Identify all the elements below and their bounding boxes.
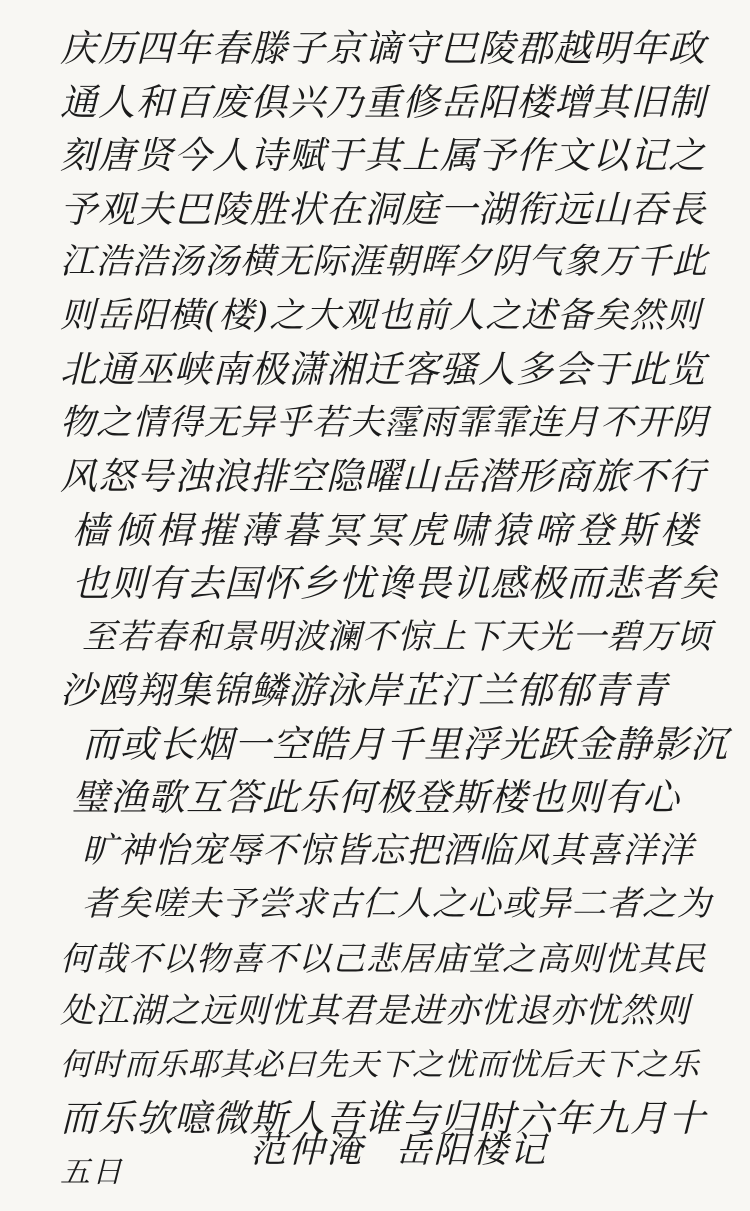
text-line-21: 而乐欤噫微斯人吾谁与归时六年九月十 [60,1097,706,1140]
calligraphy-text-block [60,22,728,1199]
text-line-3: 刻唐贤今人诗赋于其上属予作文以记之 [60,134,706,177]
text-line-13: 沙鸥翔集锦鳞游泳岸芷汀兰郁郁青青 [60,669,668,712]
text-line-10: 樯倾楫摧薄暮冥冥虎啸猿啼登斯楼 [72,508,702,552]
text-line-17: 者矣嗟夫予尝求古仁人之心或异二者之为 [82,884,712,924]
signature-line [250,1128,550,1174]
text-line-20: 何时而乐耶其必曰先天下之忧而忧后天下之乐 [60,1046,700,1083]
text-line-18: 何哉不以物喜不以己悲居庙堂之高则忧其民 [60,938,706,978]
text-line-16: 旷神怡宠辱不惊皆忘把酒临风其喜洋洋 [82,830,695,871]
text-line-1: 庆历四年春滕子京谪守巴陵郡越明年政 [60,27,706,70]
signature-title: 岳阳楼记 [395,1130,548,1171]
text-line-8: 物之情得无异乎若夫霪雨霏霏连月不开阴 [60,402,709,443]
signature-author: 范仲淹 [250,1130,365,1171]
text-line-7: 北通巫峡南极潇湘迁客骚人多会于此览 [60,348,706,391]
text-line-11: 也则有去国怀乡忧谗畏讥感极而悲者矣 [72,562,718,605]
text-line-14: 而或长烟一空皓月千里浮光跃金静影沉 [82,722,728,766]
text-line-22: 五日 [60,1154,124,1190]
text-line-15: 璧渔歌互答此乐何极登斯楼也则有心 [72,776,680,819]
text-line-5: 江浩浩汤汤横无际涯朝晖夕阴气象万千此 [60,242,709,282]
text-line-12: 至若春和景明波澜不惊上下天光一碧万顷 [82,616,712,657]
text-line-19: 处江湖之远则忧其君是进亦忧退亦忧然则 [60,991,690,1031]
text-line-6: 则岳阳横(楼)之大观也前人之述备矣然则 [60,295,702,336]
text-line-4: 予观夫巴陵胜状在洞庭一湖衔远山吞長 [60,187,706,231]
text-line-9: 风怒号浊浪排空隐曜山岳潜形商旅不行 [60,455,706,498]
text-line-2: 通人和百废俱兴乃重修岳阳楼增其旧制 [60,80,706,124]
